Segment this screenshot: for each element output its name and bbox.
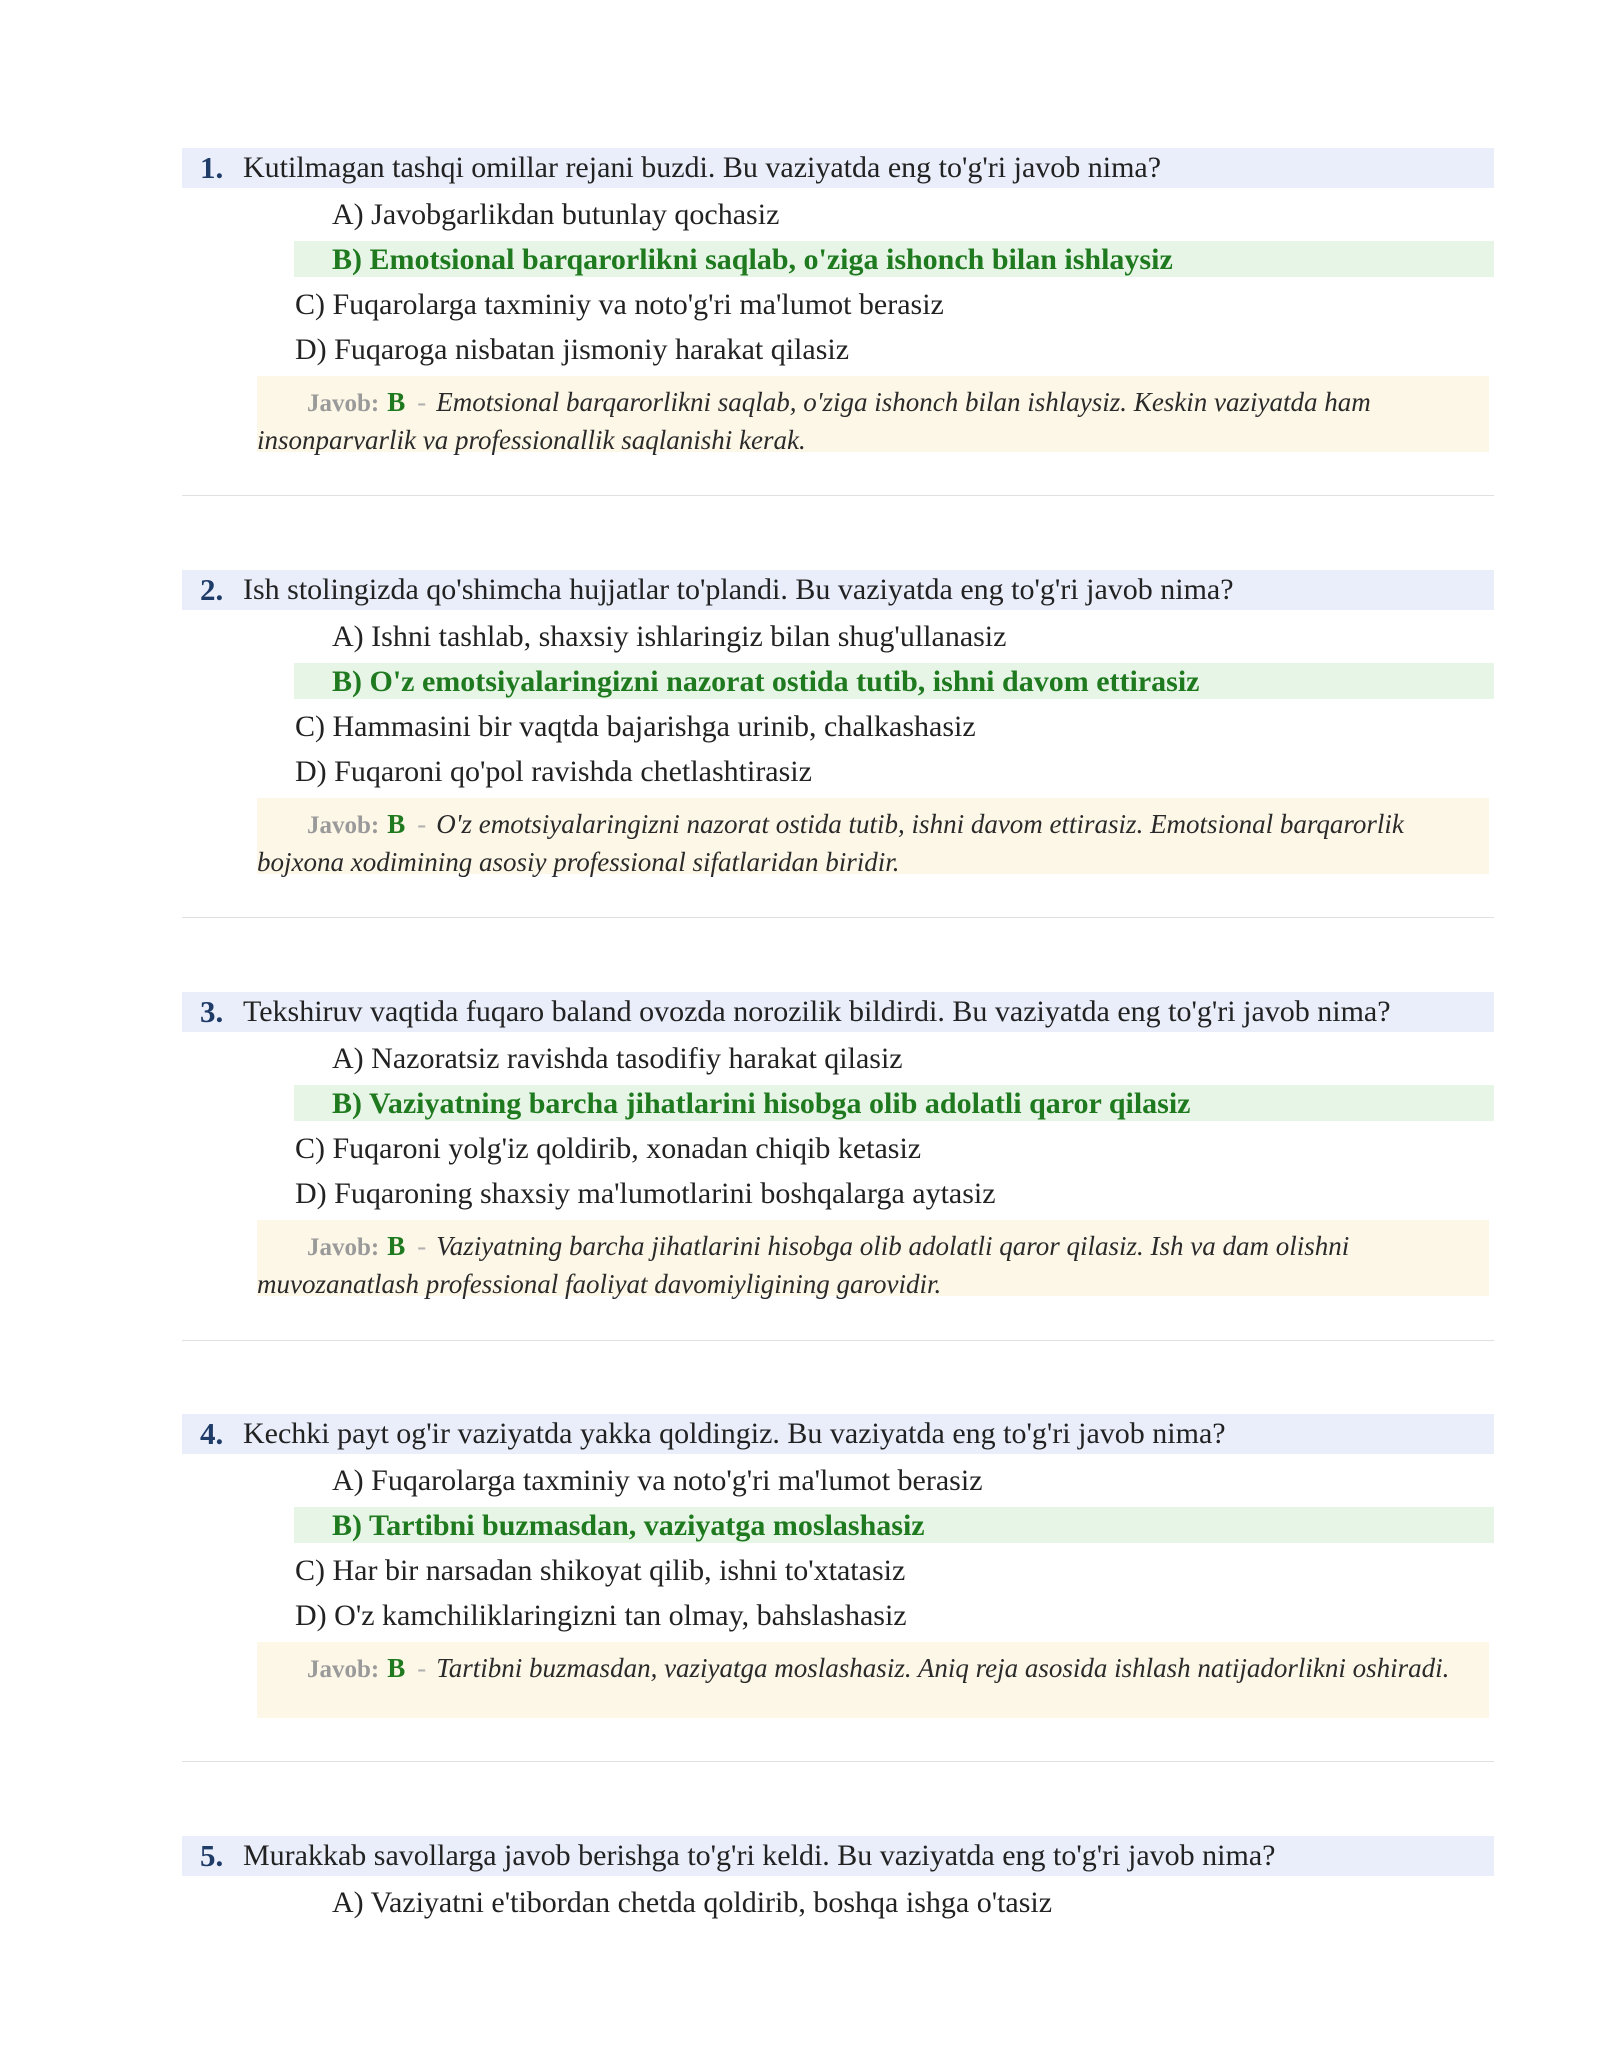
- answer-text: Tartibni buzmasdan, vaziyatga moslashasiz. Aniq reja asosida ishlash natijadorlikni oshiradi.: [436, 1653, 1450, 1683]
- option-a: A) Nazoratsiz ravishda tasodifiy harakat qilasiz: [332, 1042, 903, 1075]
- answer-explanation: [257, 806, 1489, 880]
- question-header: [182, 1414, 1494, 1454]
- option-d: D) Fuqaroni qo'pol ravishda chetlashtirasiz: [295, 755, 812, 788]
- answer-label: Javob:: [307, 1234, 380, 1261]
- question-header: [182, 992, 1494, 1032]
- answer-letter: B: [387, 387, 406, 417]
- question-header: [182, 570, 1494, 610]
- answer-label: Javob:: [307, 812, 380, 839]
- question-block-1: [182, 148, 1494, 458]
- question-number: 2.: [200, 572, 224, 607]
- question-block-4: [182, 1414, 1494, 1724]
- option-b-correct: B) Vaziyatning barcha jihatlarini hisobga olib adolatli qaror qilasiz: [332, 1087, 1191, 1120]
- option-b-correct: B) O'z emotsiyalaringizni nazorat ostida tutib, ishni davom ettirasiz: [332, 665, 1200, 698]
- answer-box: [257, 1642, 1489, 1718]
- answer-letter: B: [387, 809, 406, 839]
- option-a: A) Javobgarlikdan butunlay qochasiz: [332, 198, 780, 231]
- option-d: D) Fuqaroga nisbatan jismoniy harakat qilasiz: [295, 333, 850, 366]
- question-text: Kechki payt og'ir vaziyatda yakka qoldingiz. Bu vaziyatda eng to'g'ri javob nima?: [243, 1417, 1226, 1450]
- question-divider: [182, 495, 1494, 496]
- question-number: 1.: [200, 150, 224, 185]
- option-d: D) Fuqaroning shaxsiy ma'lumotlarini boshqalarga aytasiz: [295, 1177, 996, 1210]
- option-d: D) O'z kamchiliklaringizni tan olmay, bahslashasiz: [295, 1599, 907, 1632]
- option-a: A) Ishni tashlab, shaxsiy ishlaringiz bilan shug'ullanasiz: [332, 620, 1007, 653]
- question-text: Murakkab savollarga javob berishga to'g'ri keldi. Bu vaziyatda eng to'g'ri javob nima?: [243, 1839, 1276, 1872]
- question-divider: [182, 1761, 1494, 1762]
- question-header: [182, 1836, 1494, 1876]
- question-block-5: [182, 1836, 1494, 1936]
- answer-box: [257, 1220, 1489, 1299]
- answer-explanation: [257, 1650, 1489, 1688]
- question-text: Kutilmagan tashqi omillar rejani buzdi. Bu vaziyatda eng to'g'ri javob nima?: [243, 151, 1162, 184]
- answer-text: Emotsional barqarorlikni saqlab, o'ziga ishonch bilan ishlaysiz. Keskin vaziyatda ham insonparvarlik va professionallik saqlanishi kerak.: [257, 387, 1371, 455]
- answer-dash: -: [417, 809, 427, 839]
- question-header: [182, 148, 1494, 188]
- question-block-3: [182, 992, 1494, 1302]
- answer-label: Javob:: [307, 390, 380, 417]
- answer-letter: B: [387, 1231, 406, 1261]
- answer-text: Vaziyatning barcha jihatlarini hisobga olib adolatli qaror qilasiz. Ish va dam olishni muvozanatlash professional faoliyat davomiyligining garovidir.: [257, 1231, 1350, 1299]
- answer-dash: -: [417, 1653, 427, 1683]
- question-number: 4.: [200, 1416, 224, 1451]
- option-a: A) Vaziyatni e'tibordan chetda qoldirib, boshqa ishga o'tasiz: [332, 1886, 1053, 1919]
- answer-explanation: [257, 384, 1489, 458]
- option-c: C) Hammasini bir vaqtda bajarishga urinib, chalkashasiz: [295, 710, 976, 743]
- option-b-correct: B) Tartibni buzmasdan, vaziyatga moslashasiz: [332, 1509, 925, 1542]
- option-c: C) Fuqaroni yolg'iz qoldirib, xonadan chiqib ketasiz: [295, 1132, 922, 1165]
- option-c: C) Fuqarolarga taxminiy va noto'g'ri ma'lumot berasiz: [295, 288, 944, 321]
- question-divider: [182, 917, 1494, 918]
- question-text: Ish stolingizda qo'shimcha hujjatlar to'plandi. Bu vaziyatda eng to'g'ri javob nima?: [243, 573, 1234, 606]
- question-number: 3.: [200, 994, 224, 1029]
- answer-dash: -: [417, 387, 427, 417]
- question-text: Tekshiruv vaqtida fuqaro baland ovozda norozilik bildirdi. Bu vaziyatda eng to'g'ri javob nima?: [243, 995, 1391, 1028]
- answer-box: [257, 376, 1489, 455]
- option-a: A) Fuqarolarga taxminiy va noto'g'ri ma'lumot berasiz: [332, 1464, 983, 1497]
- question-divider: [182, 1340, 1494, 1341]
- answer-explanation: [257, 1228, 1489, 1302]
- question-number: 5.: [200, 1838, 224, 1873]
- option-b-correct: B) Emotsional barqarorlikni saqlab, o'ziga ishonch bilan ishlaysiz: [332, 243, 1173, 276]
- answer-dash: -: [417, 1231, 427, 1261]
- answer-text: O'z emotsiyalaringizni nazorat ostida tutib, ishni davom ettirasiz. Emotsional barqarorlik bojxona xodimining asosiy professional sifatlaridan biridir.: [257, 809, 1404, 877]
- answer-letter: B: [387, 1653, 406, 1683]
- option-c: C) Har bir narsadan shikoyat qilib, ishni to'xtatasiz: [295, 1554, 906, 1587]
- answer-label: Javob:: [307, 1656, 380, 1683]
- answer-box: [257, 798, 1489, 877]
- question-block-2: [182, 570, 1494, 880]
